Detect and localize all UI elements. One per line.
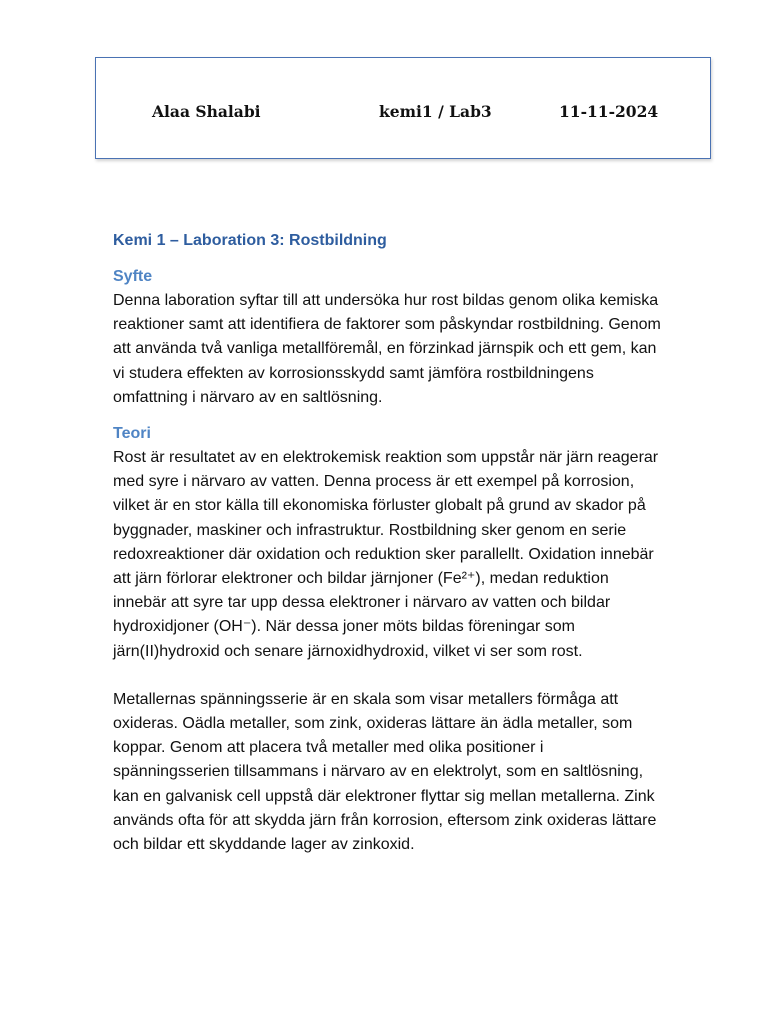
author-name: Alaa Shalabi — [152, 102, 261, 121]
section-teori — [113, 422, 661, 857]
section-paragraph: Denna laboration syftar till att undersöka hur rost bildas genom olika kemiska reaktioner samt att identifiera de faktorer som påskyndar rostbildning. Genom att använda två vanliga metallföremål, en förzinkad järnspik och ett gem, kan vi studera effekten av korrosionsskydd samt jämföra rostbildningens omfattning i närvaro av en saltlösning. — [113, 292, 661, 406]
document-body — [113, 229, 661, 857]
section-spacer — [113, 410, 661, 422]
document-date: 11-11-2024 — [559, 102, 659, 121]
section-paragraph: Metallernas spänningsserie är en skala som visar metallers förmåga att oxideras. Oädla metaller, som zink, oxideras lättare än ädla metaller, som koppar. Genom att placera två metaller med olika positioner i spänningsserien tillsammans i närvaro av en elektrolyt, som en saltlösning, kan en galvanisk cell uppstå där elektroner flyttar sig mellan metallerna. Zink används ofta för att skydda järn från korrosion, eftersom zink oxideras lättare och bildar ett skyddande lager av zinkoxid. — [113, 690, 657, 854]
paragraph-spacer — [113, 664, 661, 688]
course-label: kemi1 / Lab3 — [379, 102, 492, 121]
section-syfte — [113, 265, 661, 410]
document-title: Kemi 1 – Laboration 3: Rostbildning — [113, 232, 387, 249]
section-heading: Teori — [113, 425, 151, 443]
header-box — [95, 57, 711, 159]
section-paragraph: Rost är resultatet av en elektrokemisk reaktion som uppstår när järn reagerar med syre i närvaro av vatten. Denna process är ett exempel på korrosion, vilket är en stor källa till ekonomiska förluster globalt på grund av skador på byggnader, maskiner och infrastruktur. Rostbildning sker genom en serie redoxreaktioner där oxidation och reduktion sker parallellt. Oxidation innebär att järn förlorar elektroner och bildar järnjoner (Fe²⁺), medan reduktion innebär att syre tar upp dessa elektroner i närvaro av vatten och bildar hydroxidjoner (OH⁻). När dessa joner möts bildas föreningar som järn(II)hydroxid och senare järnoxidhydroxid, vilket vi ser som rost. — [113, 449, 659, 660]
section-heading: Syfte — [113, 268, 153, 285]
